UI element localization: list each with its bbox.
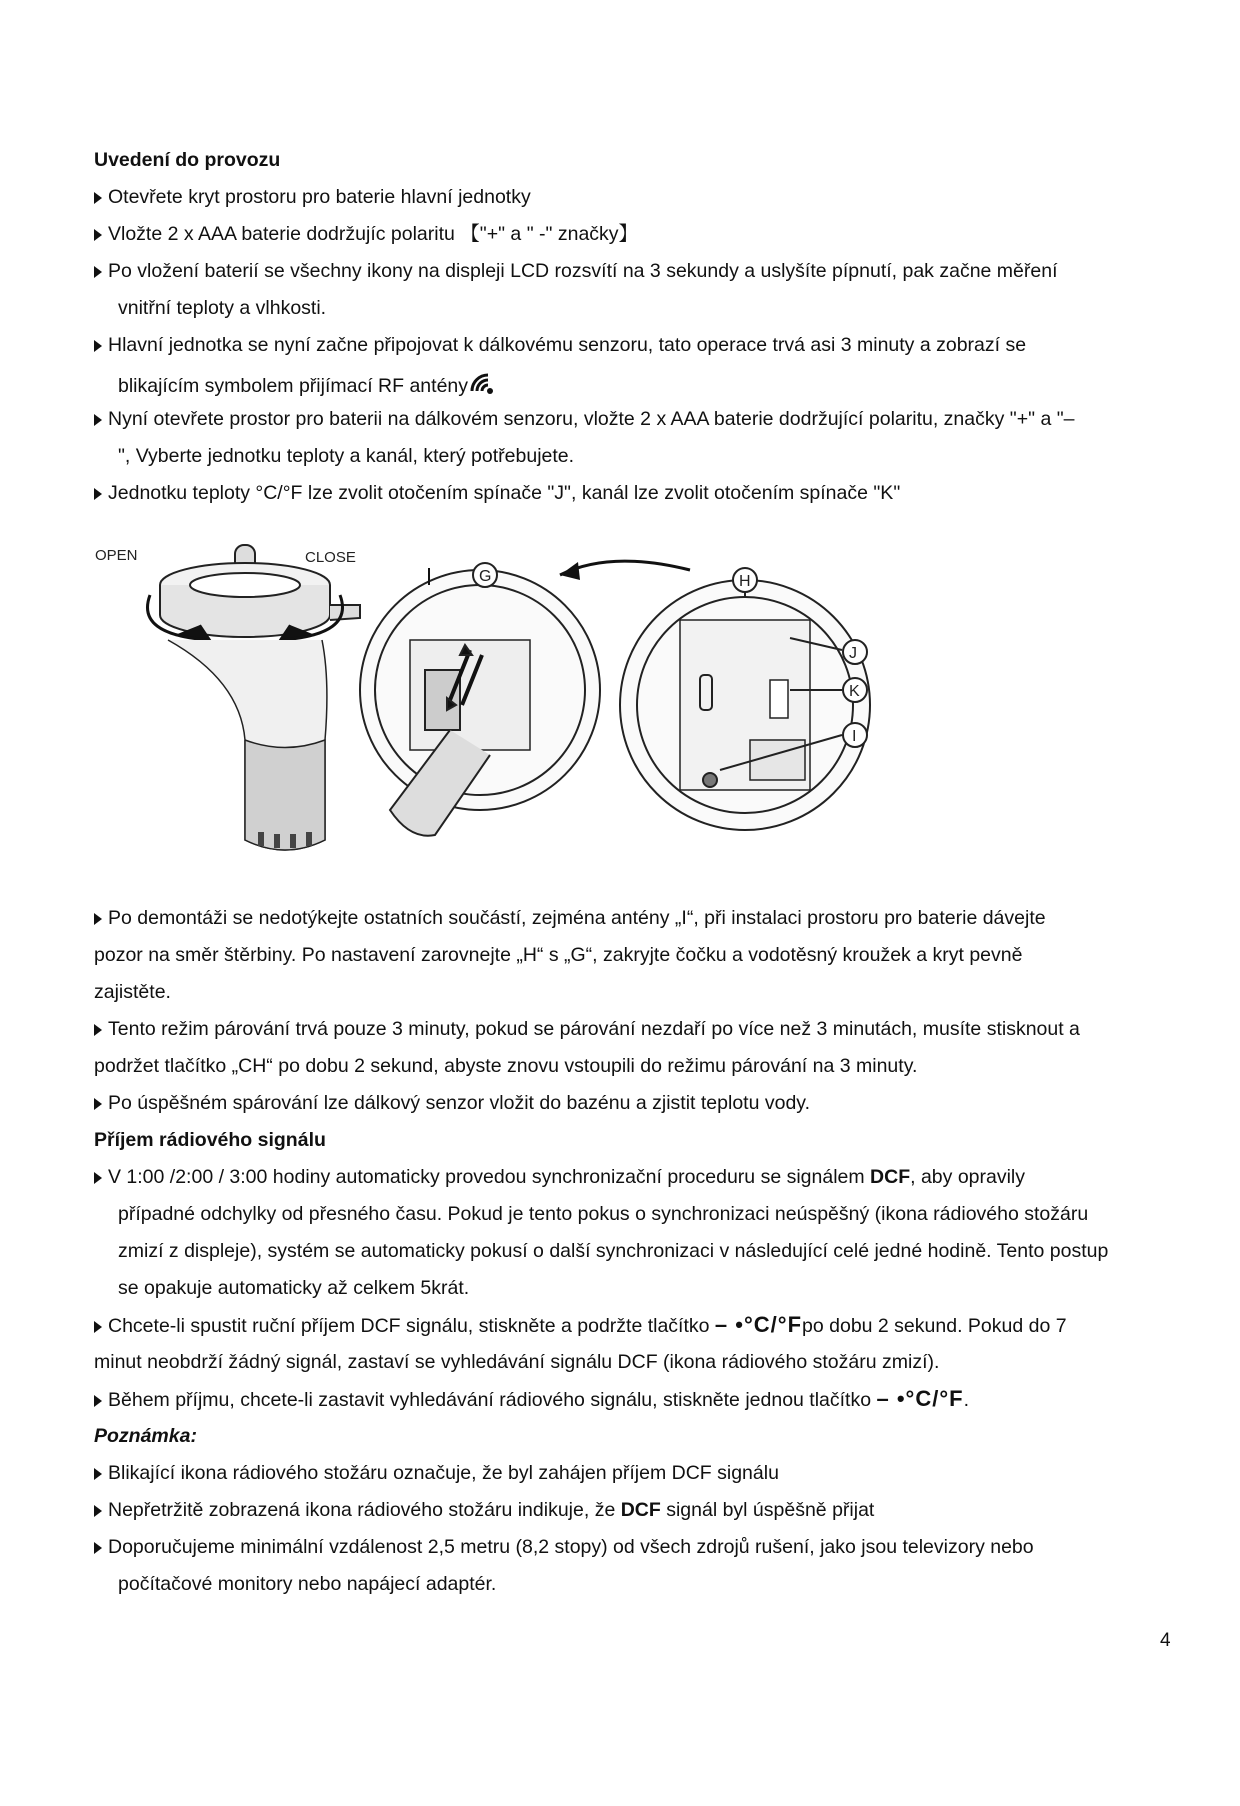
list-item: Doporučujeme minimální vzdálenost 2,5 metru (8,2 stopy) od všech zdrojů rušení, jako jsou televizory nebo — [94, 1534, 1034, 1560]
list-item-cont: počítačové monitory nebo napájecí adaptér. — [118, 1573, 497, 1595]
bullet-icon — [94, 340, 102, 352]
sensor-board — [620, 568, 870, 830]
list-item-cont: se opakuje automaticky až celkem 5krát. — [118, 1277, 470, 1299]
list-item: Po demontáži se nedotýkejte ostatních součástí, zejména antény „I“, při instalaci prostoru pro baterie dávejte — [94, 905, 1046, 931]
bullet-icon — [94, 913, 102, 925]
list-item: Nepřetržitě zobrazená ikona rádiového stožáru indikuje, že DCF signál byl úspěšně přijat — [94, 1497, 874, 1523]
bullet-icon — [94, 1172, 102, 1184]
list-item: Po vložení baterií se všechny ikony na displeji LCD rozsvítí na 3 sekundy a uslyšíte pípnutí, pak začne měření — [94, 258, 1058, 284]
rf-antenna-icon — [468, 369, 496, 395]
label-k: K — [849, 683, 860, 700]
label-h: H — [739, 573, 751, 590]
note-heading: Poznámka: — [94, 1425, 197, 1447]
list-item-cont: zajistěte. — [94, 981, 171, 1003]
list-item: Nyní otevřete prostor pro baterii na dálkovém senzoru, vložte 2 x AAA baterie dodržující polaritu, značky "+" a "– — [94, 406, 1074, 432]
list-item: Po úspěšném spárování lze dálkový senzor vložit do bazénu a zjistit teplotu vody. — [94, 1090, 810, 1116]
list-item-cont: zmizí z displeje), systém se automaticky pokusí o další synchronizaci v následující celé jedné hodině. Tento postup — [118, 1240, 1109, 1262]
list-item: Otevřete kryt prostoru pro baterie hlavní jednotky — [94, 184, 531, 210]
label-i: I — [852, 728, 857, 745]
close-label: CLOSE — [305, 549, 356, 566]
sensor-float — [95, 545, 360, 850]
rotate-arrow-icon — [560, 561, 690, 575]
bullet-icon — [94, 192, 102, 204]
sensor-figure — [90, 540, 1160, 900]
page-number: 4 — [1160, 1630, 1171, 1651]
bullet-icon — [94, 1024, 102, 1036]
list-item: Během příjmu, chcete-li zastavit vyhledávání rádiového signálu, stiskněte jednou tlačítko – •°C/°F. — [94, 1386, 969, 1413]
list-item: V 1:00 /2:00 / 3:00 hodiny automaticky provedou synchronizační proceduru se signálem DCF, aby opravily — [94, 1164, 1025, 1190]
temp-button-symbol: – •°C/°F — [714, 1312, 803, 1337]
list-item-cont: případné odchylky od přesného času. Pokud je tento pokus o synchronizaci neúspěšný (ikona rádiového stožáru — [118, 1203, 1089, 1225]
list-item-cont: pozor na směr štěrbiny. Po nastavení zarovnejte „H“ s „G“, zakryjte čočku a vodotěsný kroužek a kryt pevně — [94, 944, 1023, 966]
list-item-cont: minut neobdrží žádný signál, zastaví se vyhledávání signálu DCF (ikona rádiového stožáru zmizí). — [94, 1351, 940, 1373]
bullet-icon — [94, 266, 102, 278]
label-g: G — [479, 568, 492, 585]
list-item: Vložte 2 x AAA baterie dodržujíc polaritu 【"+" a " -" značky】 — [94, 221, 638, 247]
list-item: Blikající ikona rádiového stožáru označuje, že byl zahájen příjem DCF signálu — [94, 1460, 779, 1486]
bullet-icon — [94, 488, 102, 500]
bullet-icon — [94, 414, 102, 426]
list-item: Chcete-li spustit ruční příjem DCF signálu, stiskněte a podržte tlačítko – •°C/°Fpo dobu 2 sekund. Pokud do 7 — [94, 1312, 1067, 1339]
battery-compartment — [360, 563, 600, 836]
list-item-cont: blikajícím symbolem přijímací RF antény — [118, 369, 496, 399]
bullet-icon — [94, 1321, 102, 1333]
heading-uvedeni: Uvedení do provozu — [94, 149, 281, 171]
list-item-cont: podržet tlačítko „CH“ po dobu 2 sekund, abyste znovu vstoupili do režimu párování na 3 minuty. — [94, 1055, 918, 1077]
heading-radio: Příjem rádiového signálu — [94, 1129, 326, 1151]
bullet-icon — [94, 1395, 102, 1407]
bullet-icon — [94, 1542, 102, 1554]
bullet-icon — [94, 1505, 102, 1517]
list-item: Hlavní jednotka se nyní začne připojovat k dálkovému senzoru, tato operace trvá asi 3 minuty a zobrazí se — [94, 332, 1026, 358]
label-j: J — [849, 645, 857, 662]
open-label: OPEN — [95, 547, 138, 564]
bullet-icon — [94, 1468, 102, 1480]
bullet-icon — [94, 1098, 102, 1110]
list-item: Tento režim párování trvá pouze 3 minuty, pokud se párování nezdaří po více než 3 minutách, musíte stisknout a — [94, 1016, 1080, 1042]
temp-button-symbol: – •°C/°F — [876, 1386, 964, 1411]
list-item-cont: ", Vyberte jednotku teploty a kanál, který potřebujete. — [118, 445, 575, 467]
list-item: Jednotku teploty °C/°F lze zvolit otočením spínače "J", kanál lze zvolit otočením spínače "K" — [94, 480, 900, 506]
list-item-cont: vnitřní teploty a vlhkosti. — [118, 297, 327, 319]
bullet-icon — [94, 229, 102, 241]
